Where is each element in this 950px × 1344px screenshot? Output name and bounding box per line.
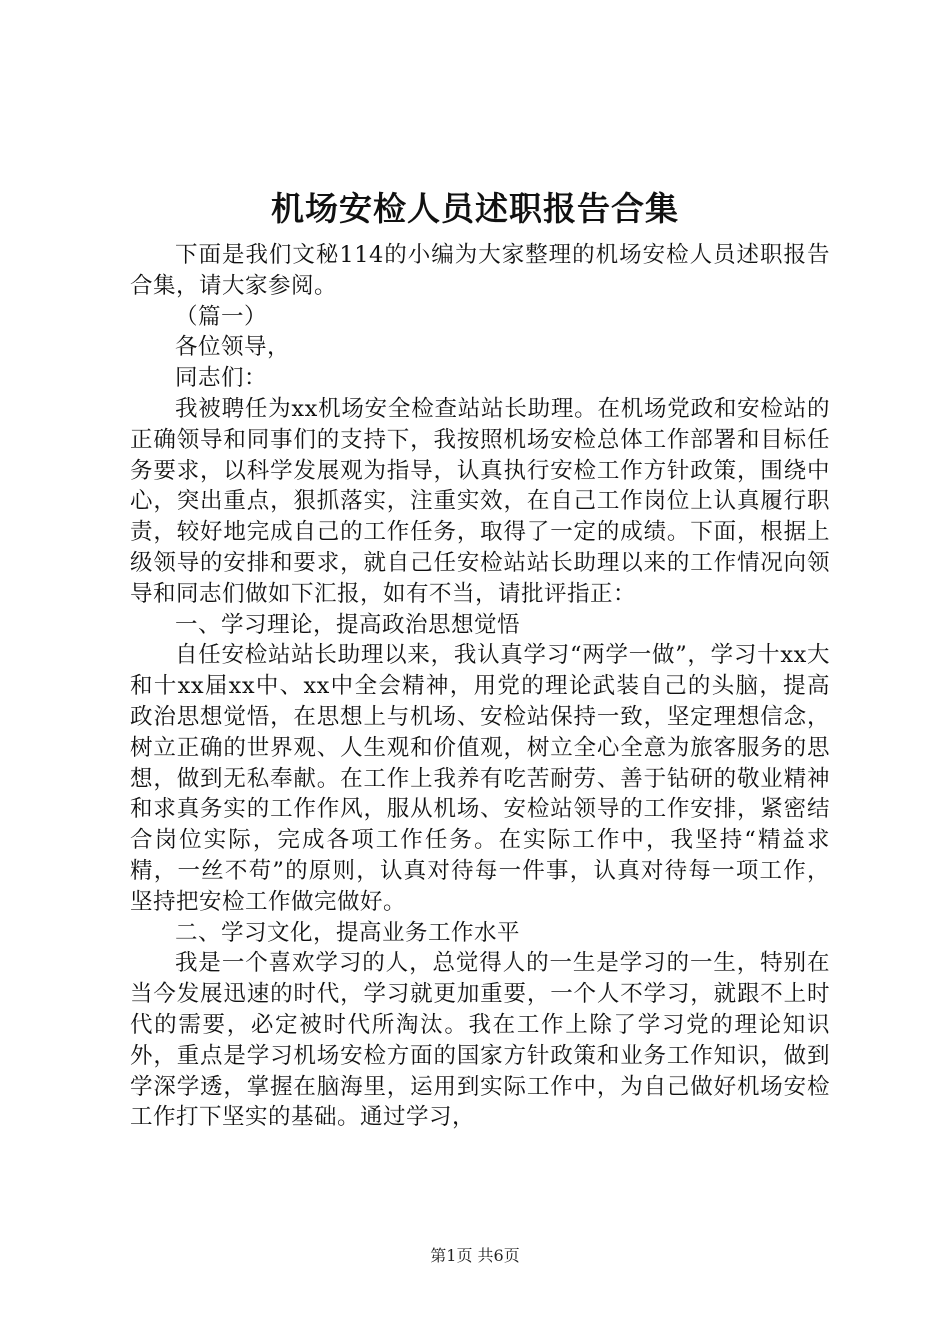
document-title: 机场安检人员述职报告合集 [271, 189, 679, 228]
body-paragraph: 我被聘任为xx机场安全检查站站长助理。在机场党政和安检站的正确领导和同事们的支持下，我按照机场安检总体工作部署和目标任务要求，以科学发展观为指导，认真执行安检工作方针政策，围绕中心，突出重点，狠抓落实，注重实效，在自己工作岗位上认真履行职责，较好地完成自己的工作任务，取得了一定的成绩。下面，根据上级领导的安排和要求，就自己任安检站站长助理以来的工作情况向领导和同志们做如下汇报，如有不当，请批评指正： [130, 395, 830, 607]
intro-paragraph: 下面是我们文秘114的小编为大家整理的机场安检人员述职报告合集，请大家参阅。 [130, 242, 830, 299]
page-number: 第1页 共6页 [430, 1246, 520, 1265]
section-heading: 二、学习文化，提高业务工作水平 [175, 919, 521, 946]
section-heading: 一、学习理论，提高政治思想觉悟 [175, 611, 521, 638]
section-label: （篇一） [175, 303, 268, 330]
body-paragraph: 自任安检站站长助理以来，我认真学习“两学一做”，学习十xx大和十xx届xx中、xx中全会精神，用党的理论武装自己的头脑，提高政治思想觉悟，在思想上与机场、安检站保持一致，坚定理想信念，树立正确的世界观、人生观和价值观，树立全心全意为旅客服务的思想，做到无私奉献。在工作上我养有吃苦耐劳、善于钻研的敬业精神和求真务实的工作作风，服从机场、安检站领导的工作安排，紧密结合岗位实际，完成各项工作任务。在实际工作中，我坚持“精益求精，一丝不苟”的原则，认真对待每一件事，认真对待每一项工作，坚持把安检工作做完做好。 [130, 642, 830, 915]
salutation-leaders: 各位领导， [175, 334, 291, 361]
body-paragraph: 我是一个喜欢学习的人，总觉得人的一生是学习的一生，特别在当今发展迅速的时代，学习就更加重要，一个人不学习，就跟不上时代的需要，必定被时代所淘汰。我在工作上除了学习党的理论知识外，重点是学习机场安检方面的国家方针政策和业务工作知识，做到学深学透，掌握在脑海里，运用到实际工作中，为自己做好机场安检工作打下坚实的基础。通过学习， [130, 950, 830, 1131]
document-body [130, 240, 830, 1133]
salutation-comrades: 同志们： [175, 365, 268, 392]
